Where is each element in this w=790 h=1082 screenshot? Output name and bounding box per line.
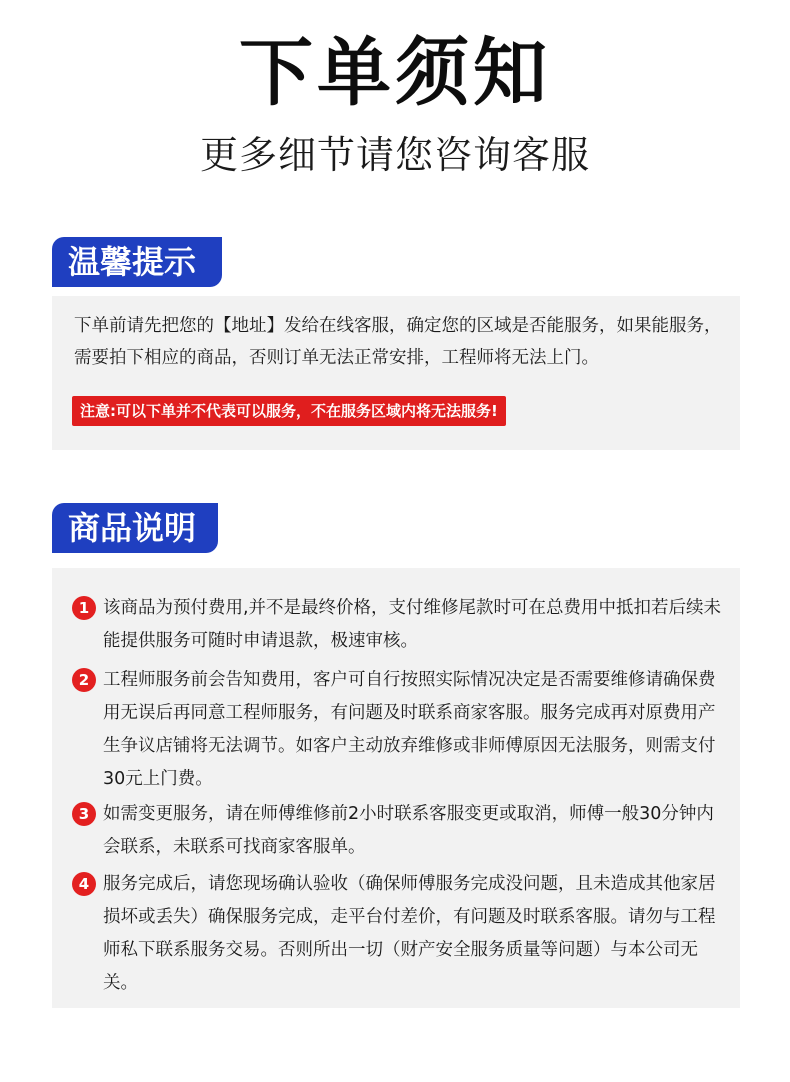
section-tag-product: 商品说明	[52, 503, 218, 553]
list-item-text: 该商品为预付费用,并不是最终价格，支付维修尾款时可在总费用中抵扣若后续未能提供服务可随时申请退款，极速审核。	[103, 598, 722, 651]
number-badge: 4	[72, 872, 96, 896]
product-panel	[52, 568, 740, 1008]
number-badge: 3	[72, 802, 96, 826]
list-item-text: 如需变更服务，请在师傅维修前2小时联系客服变更或取消，师傅一般30分钟内会联系，未联系可找商家客服单。	[103, 804, 714, 857]
warning-badge: 注意:可以下单并不代表可以服务，不在服务区域内将无法服务!	[72, 396, 506, 426]
list-item-text: 工程师服务前会告知费用，客户可自行按照实际情况决定是否需要维修请确保费用无误后再同意工程师服务，有问题及时联系商家客服。服务完成再对原费用产生争议店铺将无法调节。如客户主动放弃维修或非师傅原因无法服务，则需支付30元上门费。	[103, 670, 716, 789]
page-subtitle: 更多细节请您咨询客服	[199, 133, 590, 177]
tips-text: 下单前请先把您的【地址】发给在线客服，确定您的区域是否能服务，如果能服务，需要拍下相应的商品，否则订单无法正常安排，工程师将无法上门。	[74, 316, 722, 368]
tips-panel	[52, 296, 740, 450]
page-title: 下单须知	[239, 30, 551, 116]
list-item-text: 服务完成后，请您现场确认验收（确保师傅服务完成没问题，且未造成其他家居损坏或丢失）确保服务完成，走平台付差价，有问题及时联系客服。请勿与工程师私下联系服务交易。否则所出一切（财产安全服务质量等问题）与本公司无关。	[103, 874, 716, 993]
number-badge: 2	[72, 668, 96, 692]
section-tag-tips: 温馨提示	[52, 237, 222, 287]
number-badge: 1	[72, 596, 96, 620]
